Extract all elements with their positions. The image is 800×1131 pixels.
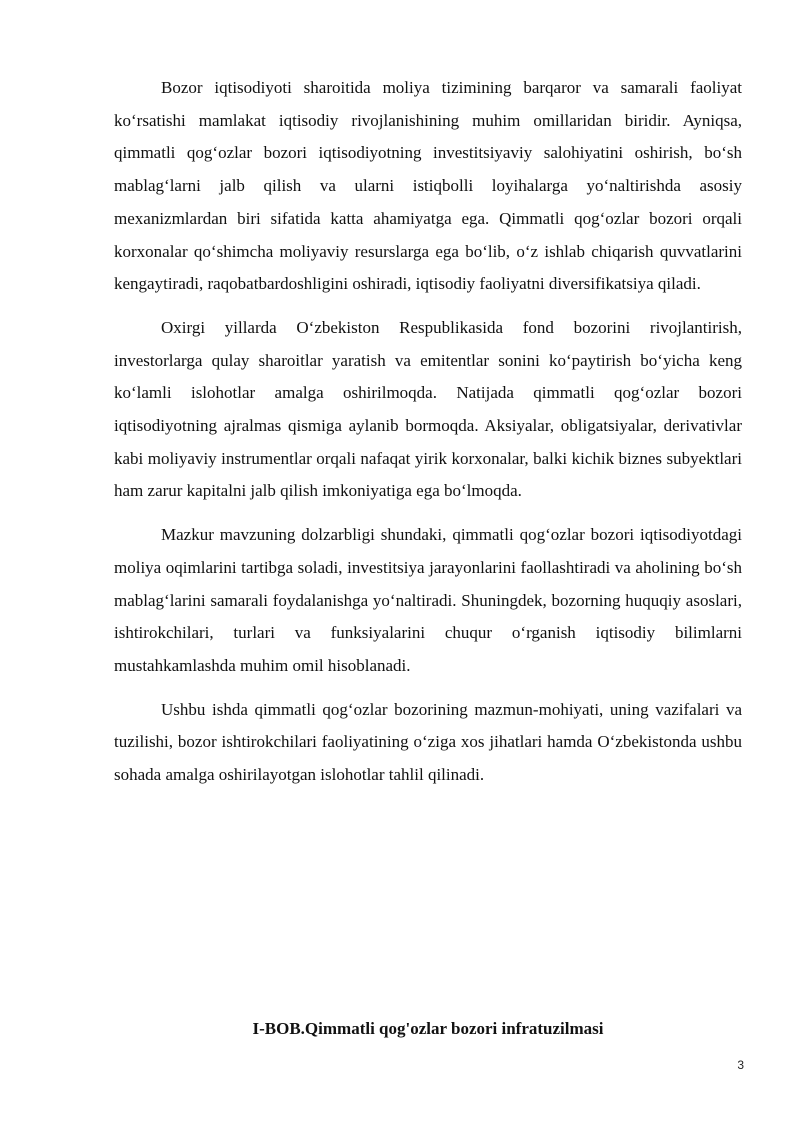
page-number: 3 (737, 1058, 744, 1072)
document-body (114, 72, 742, 792)
paragraph-introduction: Bozor iqtisodiyoti sharoitida moliya tizimining barqaror va samarali faoliyat ko‘rsatishi mamlakat iqtisodiy rivojlanishining muhim omillaridan biridir. Ayniqsa, qimmatli qog‘ozlar bozori iqtisodiyotning investitsiyaviy salohiyatini oshirish, bo‘sh mablag‘larni jalb qilish va ularni istiqbolli loyihalarga yo‘naltirishda asosiy mexanizmlardan biri sifatida katta ahamiyatga ega. Qimmatli qog‘ozlar bozori orqali korxonalar qo‘shimcha moliyaviy resurslarga ega bo‘lib, o‘z ishlab chiqarish quvvatlarini kengaytiradi, raqobatbardoshligini oshiradi, iqtisodiy faoliyatni diversifikatsiya qiladi. (114, 78, 742, 294)
paragraph-scope: Ushbu ishda qimmatli qog‘ozlar bozorining mazmun-mohiyati, uning vazifalari va tuzilishi, bozor ishtirokchilari faoliyatining o‘ziga xos jihatlari hamda O‘zbekistonda ushbu sohada amalga oshirilayotgan islohotlar tahlil qilinadi. (114, 699, 742, 785)
chapter-title: I-BOB.Qimmatli qog'ozlar bozori infratuzilmasi (252, 1019, 604, 1038)
paragraph-reforms: Oxirgi yillarda O‘zbekiston Respublikasida fond bozorini rivojlantirish, investorlarga qulay sharoitlar yaratish va emitentlar sonini ko‘paytirish bo‘yicha keng ko‘lamli islohotlar amalga oshirilmoqda. Natijada qimmatli qog‘ozlar bozori iqtisodiyotning ajralmas qismiga aylanib bormoqda. Aksiyalar, obligatsiyalar, derivativlar kabi moliyaviy instrumentlar orqali nafaqat yirik korxonalar, balki kichik biznes subyektlari ham zarur kapitalni jalb qilish imkoniyatiga ega bo‘lmoqda. (114, 317, 742, 501)
paragraph-relevance: Mazkur mavzuning dolzarbligi shundaki, qimmatli qog‘ozlar bozori iqtisodiyotdagi moliya oqimlarini tartibga soladi, investitsiya jarayonlarini faollashtiradi va aholining bo‘sh mablag‘larini samarali foydalanishga yo‘naltiradi. Shuningdek, bozorning huquqiy asoslari, ishtirokchilari, turlari va funksiyalarini chuqur o‘rganish iqtisodiy bilimlarni mustahkamlashda muhim omil hisoblanadi. (114, 525, 742, 675)
